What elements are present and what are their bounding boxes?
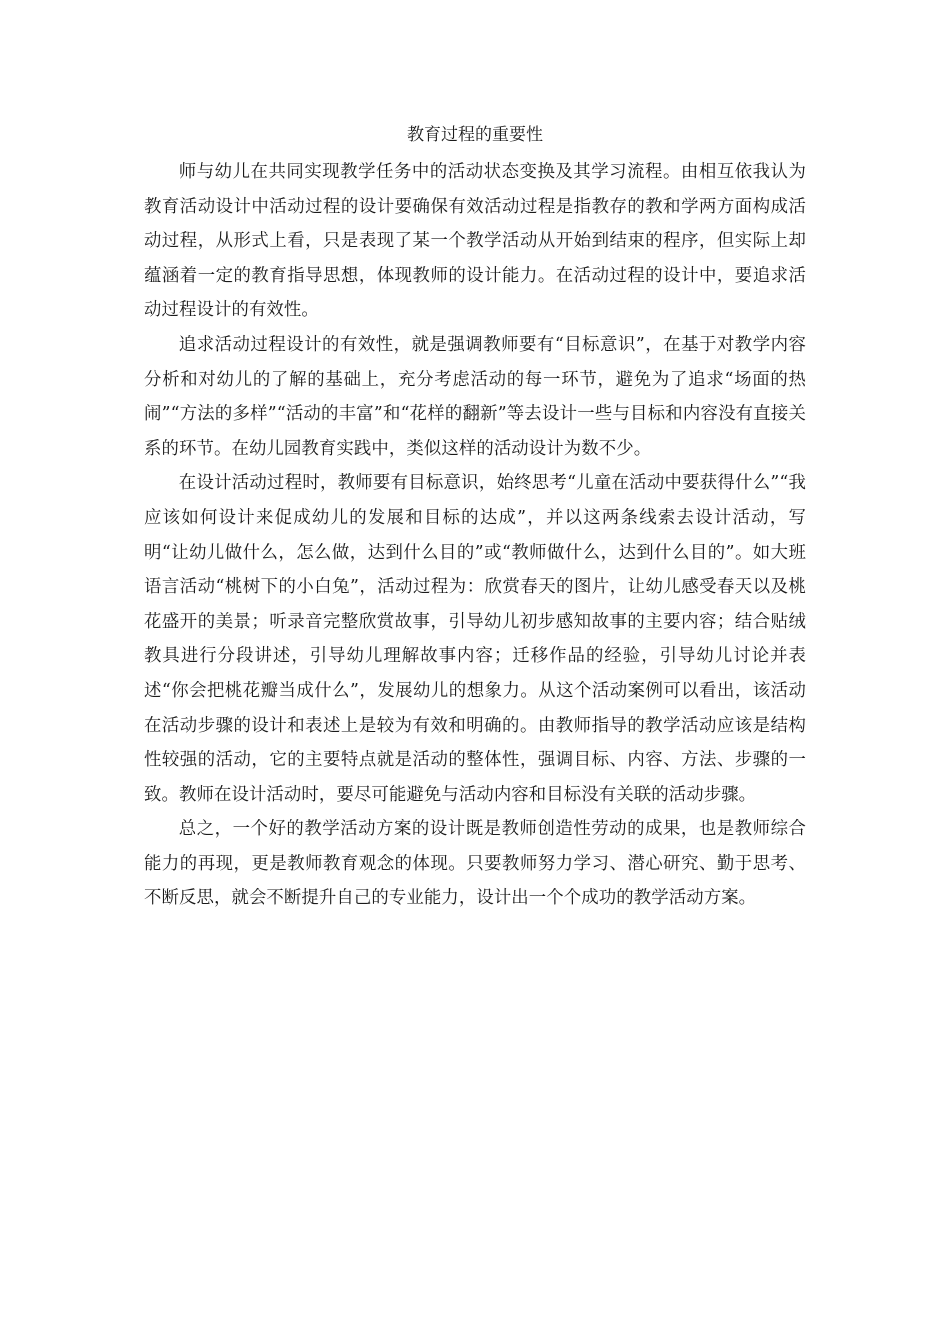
document-title: 教育过程的重要性 <box>407 125 543 145</box>
paragraph-1: 师与幼儿在共同实现教学任务中的活动状态变换及其学习流程。由相互依我认为教育活动设计中活动过程的设计要确保有效活动过程是指教存的教和学两方面构成活动过程，从形式上看，只是表现了某一个教学活动从开始到结束的程序，但实际上却蕴涵着一定的教育指导思想，体现教师的设计能力。在活动过程的设计中，要追求活动过程设计的有效性。 <box>144 162 806 321</box>
document-body <box>144 121 806 916</box>
paragraph-3: 在设计活动过程时，教师要有目标意识，始终思考“儿童在活动中要获得什么”“我应该如何设计来促成幼儿的发展和目标的达成”，并以这两条线索去设计活动，写明“让幼儿做什么，怎么做，达到什么目的”或“教师做什么，达到什么目的”。如大班语言活动“桃树下的小白兔”，活动过程为：欣赏春天的图片，让幼儿感受春天以及桃花盛开的美景；听录音完整欣赏故事，引导幼儿初步感知故事的主要内容；结合贴绒教具进行分段讲述，引导幼儿理解故事内容；迁移作品的经验，引导幼儿讨论并表述“你会把桃花瓣当成什么”，发展幼儿的想象力。从这个活动案例可以看出，该活动在活动步骤的设计和表述上是较为有效和明确的。由教师指导的教学活动应该是结构性较强的活动，它的主要特点就是活动的整体性，强调目标、内容、方法、步骤的一致。教师在设计活动时，要尽可能避免与活动内容和目标没有关联的活动步骤。 <box>144 473 806 805</box>
paragraph-4: 总之，一个好的教学活动方案的设计既是教师创造性劳动的成果，也是教师综合能力的再现，更是教师教育观念的体现。只要教师努力学习、潜心研究、勤于思考、不断反思，就会不断提升自己的专业能力，设计出一个个成功的教学活动方案。 <box>144 819 806 909</box>
paragraph-2: 追求活动过程设计的有效性，就是强调教师要有“目标意识”，在基于对教学内容分析和对幼儿的了解的基础上，充分考虑活动的每一环节，避免为了追求“场面的热闹”“方法的多样”“活动的丰富”和“花样的翻新”等去设计一些与目标和内容没有直接关系的环节。在幼儿园教育实践中，类似这样的活动设计为数不少。 <box>144 334 806 459</box>
